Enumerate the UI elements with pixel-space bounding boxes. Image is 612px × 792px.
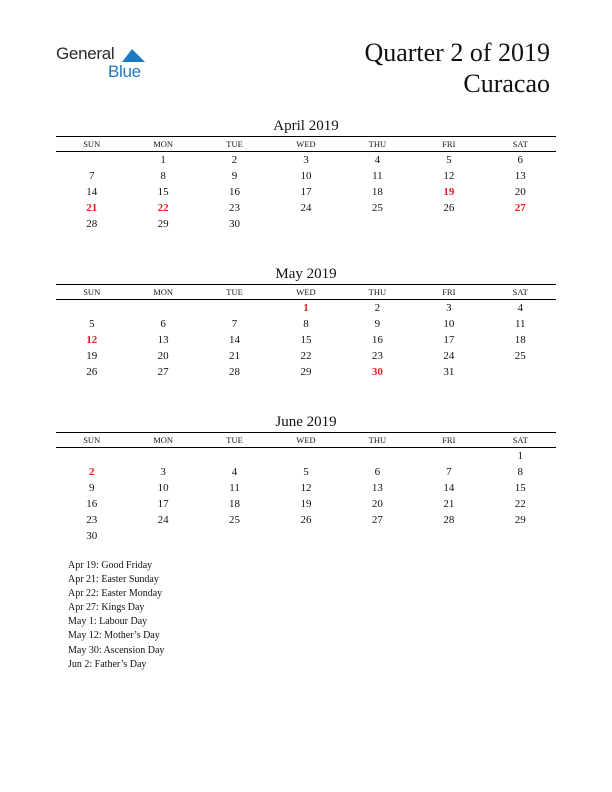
day-cell: 27	[371, 514, 383, 526]
day-cell: 16	[371, 334, 383, 346]
day-cell: 9	[88, 482, 95, 494]
day-cell	[485, 528, 556, 544]
day-cell: 8	[303, 318, 309, 330]
day-cell	[56, 300, 127, 316]
week-row	[56, 480, 556, 496]
weekday-label: THU	[368, 139, 387, 149]
day-cell: 8	[160, 170, 166, 182]
weeks-grid	[56, 448, 556, 544]
day-cell: 23	[86, 514, 98, 526]
day-cell: 22	[300, 350, 312, 362]
day-cell: 14	[443, 482, 455, 494]
day-cell	[199, 300, 270, 316]
day-cell	[270, 448, 341, 464]
day-cell: 4	[231, 466, 238, 478]
day-cell: 29	[157, 218, 169, 230]
holiday-day-cell: 22	[157, 202, 169, 214]
day-cell: 3	[303, 154, 309, 166]
day-cell: 4	[517, 302, 523, 314]
day-cell: 3	[446, 302, 452, 314]
week-row	[56, 528, 556, 544]
day-cell	[413, 216, 484, 232]
day-cell: 11	[514, 318, 526, 330]
day-cell: 28	[86, 218, 98, 230]
day-cell: 29	[514, 514, 526, 526]
day-cell: 24	[157, 514, 169, 526]
month-title: May 2019	[275, 266, 337, 282]
day-cell: 1	[517, 450, 523, 462]
weeks-grid	[56, 300, 556, 380]
month-calendar-june	[56, 412, 556, 544]
day-cell	[413, 448, 484, 464]
day-cell: 2	[374, 302, 381, 314]
country-title: Curacao	[463, 69, 550, 98]
day-cell	[342, 528, 413, 544]
day-cell	[56, 448, 127, 464]
holiday-day-cell: 1	[303, 302, 309, 314]
day-cell	[199, 528, 270, 544]
day-cell: 10	[443, 318, 455, 330]
week-row	[56, 448, 556, 464]
generalblue-logo	[56, 44, 176, 84]
day-cell: 9	[231, 170, 238, 182]
day-cell: 26	[300, 514, 312, 526]
day-cell: 11	[229, 482, 240, 494]
day-cell: 18	[514, 334, 526, 346]
holiday-entry: May 30: Ascension Day	[68, 644, 165, 656]
day-cell	[270, 528, 341, 544]
day-cell: 15	[514, 482, 526, 494]
weekday-label: MON	[153, 435, 174, 445]
day-cell: 10	[300, 170, 312, 182]
day-cell: 23	[229, 202, 241, 214]
month-title: June 2019	[275, 414, 337, 430]
weekday-label: THU	[368, 435, 387, 445]
day-cell: 16	[86, 498, 98, 510]
weekday-label: SAT	[512, 287, 528, 297]
day-cell: 7	[88, 170, 95, 182]
day-cell: 29	[300, 366, 312, 378]
week-row	[56, 316, 556, 332]
weekday-label: MON	[153, 287, 174, 297]
day-cell: 5	[303, 466, 309, 478]
day-cell: 13	[514, 170, 526, 182]
day-cell	[485, 216, 556, 232]
week-row	[56, 348, 556, 364]
day-cell: 25	[229, 514, 241, 526]
weekday-header-row	[56, 136, 556, 152]
day-cell	[127, 448, 198, 464]
day-cell: 30	[229, 218, 241, 230]
day-cell: 19	[86, 350, 98, 362]
day-cell: 3	[160, 466, 166, 478]
week-row	[56, 184, 556, 200]
holiday-day-cell: 2	[88, 466, 95, 478]
day-cell: 30	[86, 530, 98, 542]
day-cell: 5	[88, 318, 95, 330]
day-cell: 18	[229, 498, 241, 510]
day-cell: 14	[229, 334, 241, 346]
day-cell	[127, 528, 198, 544]
day-cell	[342, 216, 413, 232]
day-cell: 6	[374, 466, 381, 478]
weekday-label: SUN	[83, 435, 101, 445]
weekday-label: FRI	[442, 139, 456, 149]
holiday-day-cell: 19	[443, 186, 455, 198]
weekday-label: THU	[368, 287, 387, 297]
week-row	[56, 464, 556, 480]
holiday-entry: Jun 2: Father’s Day	[68, 658, 147, 670]
day-cell: 5	[446, 154, 452, 166]
weekday-label: SAT	[512, 435, 528, 445]
day-cell: 20	[157, 350, 169, 362]
day-cell	[270, 216, 341, 232]
day-cell: 7	[446, 466, 452, 478]
page-title	[364, 37, 550, 99]
week-row	[56, 496, 556, 512]
day-cell: 21	[443, 498, 455, 510]
month-title: April 2019	[273, 118, 339, 134]
holiday-entry: May 12: Mother’s Day	[68, 630, 160, 642]
day-cell: 6	[160, 318, 166, 330]
weekday-label: SUN	[83, 139, 101, 149]
holiday-day-cell: 27	[514, 202, 526, 214]
weekday-header-row	[56, 284, 556, 300]
holiday-entry: May 1: Labour Day	[68, 616, 148, 628]
day-cell: 13	[157, 334, 169, 346]
holiday-day-cell: 12	[86, 334, 98, 346]
weekday-label: MON	[153, 139, 174, 149]
weekday-label: SUN	[83, 287, 101, 297]
day-cell: 26	[86, 366, 98, 378]
day-cell: 10	[157, 482, 169, 494]
day-cell: 11	[372, 170, 383, 182]
weekday-label: TUE	[226, 287, 243, 297]
week-row	[56, 512, 556, 528]
week-row	[56, 152, 556, 168]
day-cell: 24	[443, 350, 455, 362]
weekday-label: SAT	[512, 139, 528, 149]
day-cell: 2	[231, 154, 238, 166]
day-cell: 9	[374, 318, 381, 330]
week-row	[56, 300, 556, 316]
weekday-label: WED	[296, 287, 316, 297]
weekday-label: FRI	[442, 435, 456, 445]
day-cell: 12	[300, 482, 312, 494]
weekday-header-row	[56, 432, 556, 448]
week-row	[56, 216, 556, 232]
day-cell: 28	[229, 366, 241, 378]
holiday-entry: Apr 19: Good Friday	[68, 560, 153, 571]
week-row	[56, 168, 556, 184]
day-cell	[342, 448, 413, 464]
day-cell: 6	[517, 154, 523, 166]
weeks-grid	[56, 152, 556, 232]
weekday-label: TUE	[226, 139, 243, 149]
day-cell: 17	[157, 498, 169, 510]
day-cell: 24	[300, 202, 312, 214]
day-cell: 15	[157, 186, 169, 198]
day-cell: 25	[514, 350, 526, 362]
holiday-day-cell: 21	[86, 202, 98, 214]
weekday-label: TUE	[226, 435, 243, 445]
weekday-label: WED	[296, 435, 316, 445]
day-cell: 31	[443, 366, 455, 378]
day-cell	[127, 300, 198, 316]
quarter-title: Quarter 2 of 2019	[364, 38, 550, 67]
day-cell: 8	[517, 466, 523, 478]
day-cell	[199, 448, 270, 464]
day-cell: 28	[443, 514, 455, 526]
day-cell: 20	[371, 498, 383, 510]
day-cell: 23	[371, 350, 383, 362]
day-cell	[56, 152, 127, 168]
day-cell: 4	[374, 154, 381, 166]
day-cell	[485, 364, 556, 380]
logo-word-general: General	[56, 44, 115, 63]
logo-triangle-icon	[122, 47, 146, 63]
day-cell: 1	[160, 154, 166, 166]
weekday-label: WED	[296, 139, 316, 149]
weekday-label: FRI	[442, 287, 456, 297]
day-cell: 15	[300, 334, 312, 346]
week-row	[56, 332, 556, 348]
day-cell: 14	[86, 186, 98, 198]
holiday-entry: Apr 22: Easter Monday	[68, 588, 163, 600]
day-cell: 7	[231, 318, 238, 330]
day-cell: 17	[300, 186, 312, 198]
logo-word-blue: Blue	[108, 62, 141, 81]
holiday-entry: Apr 21: Easter Sunday	[68, 574, 159, 586]
day-cell: 13	[371, 482, 383, 494]
month-calendar-april	[56, 116, 556, 232]
week-row	[56, 364, 556, 380]
day-cell	[413, 528, 484, 544]
day-cell: 25	[371, 202, 383, 214]
day-cell: 22	[514, 498, 526, 510]
week-row	[56, 200, 556, 216]
holiday-list	[68, 559, 164, 672]
holiday-entry: Apr 27: Kings Day	[68, 602, 145, 614]
day-cell: 20	[514, 186, 526, 198]
day-cell: 17	[443, 334, 455, 346]
holiday-day-cell: 30	[371, 366, 383, 378]
day-cell: 21	[229, 350, 241, 362]
day-cell: 19	[300, 498, 312, 510]
month-calendar-may	[56, 264, 556, 380]
day-cell: 12	[443, 170, 455, 182]
day-cell: 27	[157, 366, 169, 378]
day-cell: 18	[371, 186, 383, 198]
day-cell: 26	[443, 202, 455, 214]
day-cell: 16	[229, 186, 241, 198]
